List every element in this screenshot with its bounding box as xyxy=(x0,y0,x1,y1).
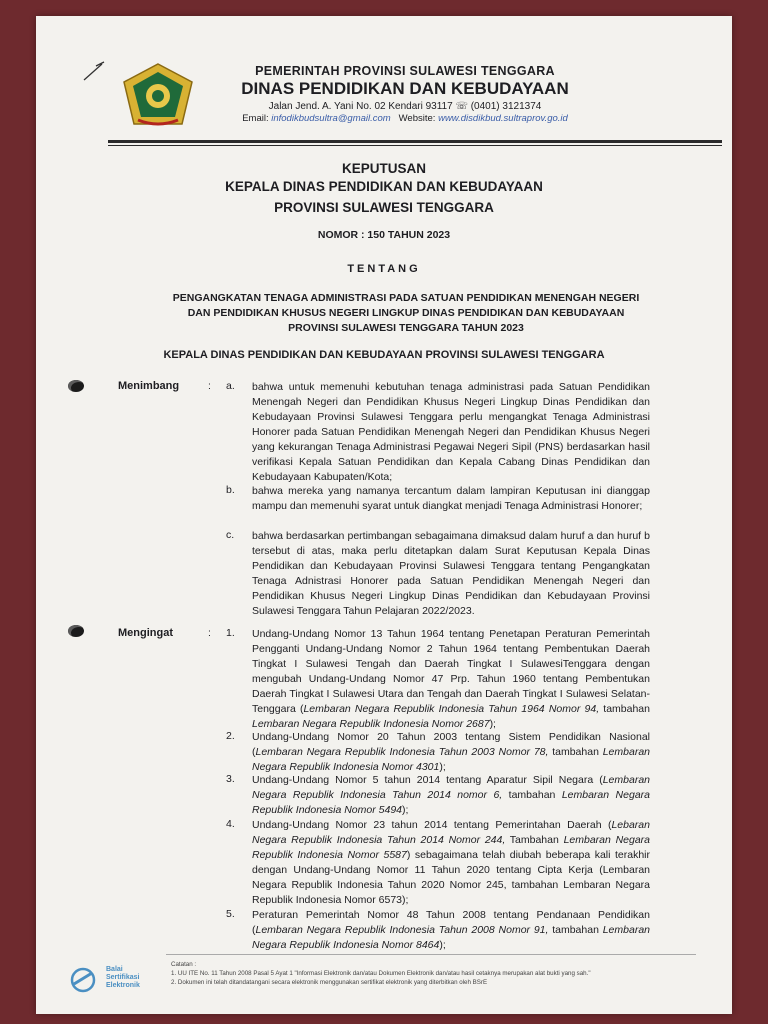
letterhead-rule-thick xyxy=(108,140,722,143)
mengingat-mark-4: 4. xyxy=(226,818,235,830)
letterhead-rule-thin xyxy=(108,145,722,146)
contact-line xyxy=(200,113,610,124)
menimbang-item-c: bahwa berdasarkan pertimbangan sebagaimana dimaksud dalam huruf a dan huruf b tersebut di atas, maka perlu ditetapkan dalam Surat Keputusan Kepala Dinas Pendidikan dan Kebudayaan Provinsi Sulawesi Tenggara tentang Pengangkatan Tenaga Adnistrasi Honorer pada Satuan Pendidikan Menengah Negeri dan Pendidikan Khusus Negeri Lingkup Dinas Pendidikan dan Kebudayaan Provinsi Sulawesi Tenggara Tahun Pelajaran 2022/2023. xyxy=(252,530,650,617)
mengingat-item-4: Undang-Undang Nomor 23 tahun 2014 tentang Pemerintahan Daerah (Lebaran Negara Republik Indonesia Tahun 2014 Nomor 244, Tambahan Lembaran Negara Republik Indonesia Nomor 5587) sebagaimana telah diubah beberapa kali terakhir dengan Undang-Undang Nomor 11 Tahun 2020 tentang Cipta Kerja (Lembaran Negara Republik Indonesia Tahun 2020 Nomor 245, tambahan Lembaran Negara Republik Indonesia Nomor 6573); xyxy=(252,819,651,906)
decree-issuer-title: KEPALA DINAS PENDIDIKAN DAN KEBUDAYAAN xyxy=(225,179,543,194)
mengingat-item-2: Undang-Undang Nomor 20 Tahun 2003 tentang Sistem Pendidikan Nasional (Lembaran Negara Republik Indonesia Tahun 2003 Nomor 78, tambahan Lembaran Negara Republik Indonesia Nomor 4301); xyxy=(252,731,650,773)
bsre-badge-text: Balai Sertifikasi Elektronik xyxy=(106,966,140,989)
letterhead xyxy=(200,64,610,124)
menimbang-mark-c: c. xyxy=(226,529,235,541)
mengingat-item-3: Undang-Undang Nomor 5 tahun 2014 tentang Aparatur Sipil Negara (Lembaran Negara Republik Indonesia Tahun 2014 nomor 6, tambahan Lembaran Negara Republik Indonesia Nomor 5494); xyxy=(252,774,650,816)
pen-mark-icon xyxy=(82,60,106,82)
agency-name: DINAS PENDIDIKAN DAN KEBUDAYAAN xyxy=(241,79,569,98)
website-link[interactable]: www.disdikbud.sultraprov.go.id xyxy=(438,113,568,124)
menimbang-mark-a: a. xyxy=(226,380,235,392)
agency-address: Jalan Jend. A. Yani No. 02 Kendari 93117 ☏ (0401) 3121374 xyxy=(268,101,542,112)
subject-line-3: PROVINSI SULAWESI TENGGARA TAHUN 2023 xyxy=(288,322,524,334)
mengingat-colon: : xyxy=(208,627,211,639)
decree-province-title: PROVINSI SULAWESI TENGGARA xyxy=(274,200,494,215)
mengingat-item-1: Undang-Undang Nomor 13 Tahun 1964 tentang Penetapan Peraturan Pemerintah Pengganti Undang-Undang Nomor 2 Tahun 1964 tentang Pembentukan Daerah Tingkat I Sulawesi Tengah dan Daerah Tingkat I SulawesiTenggara dengan mengubah Undang-Undang Nomor 47 Prp. Tahun 1960 tentang Pembentukan Daerah Tingkat I Sulawesi Utara dan Tengah dan Daerah Tingkat I Sulawesi Selatan-Tenggara (Lembaran Negara Republik Indonesia Tahun 1964 Nomor 94, tambahan Lembaran Negara Republik Indonesia Nomor 2687); xyxy=(252,628,650,730)
mengingat-mark-5: 5. xyxy=(226,908,235,920)
mengingat-item-5: Peraturan Pemerintah Nomor 48 Tahun 2008 tentang Pendanaan Pendidikan (Lembaran Negara Republik Indonesia Tahun 2008 Nomor 91, tambahan Lembaran Negara Republik Indonesia Nomor 8464); xyxy=(252,909,650,951)
notes-title: Catatan : xyxy=(171,961,197,968)
email-link[interactable]: infodikbudsultra@gmail.com xyxy=(271,113,391,124)
menimbang-mark-b: b. xyxy=(226,484,235,496)
subject-line-2: DAN PENDIDIKAN KHUSUS NEGERI LINGKUP DINAS PENDIDIKAN DAN KEBUDAYAAN xyxy=(187,307,625,319)
mengingat-label: Mengingat xyxy=(118,627,173,639)
decree-number: NOMOR : 150 TAHUN 2023 xyxy=(317,229,451,241)
menimbang-item-b: bahwa mereka yang namanya tercantum dalam lampiran Keputusan ini dianggap mampu dan memenuhi syarat untuk diangkat menjadi Tenaga Administrasi Honorer; xyxy=(252,485,650,512)
subject-line-1: PENGANGKATAN TENAGA ADMINISTRASI PADA SATUAN PENDIDIKAN MENENGAH NEGERI xyxy=(172,292,640,304)
note-1: 1. UU ITE No. 11 Tahun 2008 Pasal 5 Ayat 1 "Informasi Elektronik dan/atau Dokumen Elektronik dan/atau hasil cetaknya merupakan alat bukti yang sah." xyxy=(171,970,591,977)
menimbang-item-a: bahwa untuk memenuhi kebutuhan tenaga administrasi pada Satuan Pendidikan Menengah Negeri dan Pendidikan Khusus Negeri Lingkup Dinas Pendidikan dan Kebudayaan Provinsi Sulawesi Tenggara perlu mengangkat Tenaga Administrasi Honorer pada Satuan Pendidikan Menengah Negeri dan Pendidikan Khusus Negeri yang kekurangan Tenaga Administrasi Pegawai Negeri Sipil (PNS) berdasarkan hasil verifikasi Kepala Satuan Pendidikan dan Kepala Cabang Dinas Pendidikan dan Kebudayaan Kabupaten/Kota; xyxy=(252,381,650,483)
decree-about: TENTANG xyxy=(347,263,421,275)
government-name: PEMERINTAH PROVINSI SULAWESI TENGGARA xyxy=(255,64,555,78)
document-page xyxy=(36,16,732,1014)
bullet-icon xyxy=(68,625,84,637)
footer-divider xyxy=(166,954,696,955)
mengingat-mark-1: 1. xyxy=(226,627,235,639)
decree-title: KEPUTUSAN xyxy=(341,161,426,176)
mengingat-mark-3: 3. xyxy=(226,773,235,785)
footer-notes xyxy=(171,960,731,987)
menimbang-label: Menimbang xyxy=(118,380,180,392)
issuer-heading: KEPALA DINAS PENDIDIKAN DAN KEBUDAYAAN PROVINSI SULAWESI TENGGARA xyxy=(163,349,605,361)
menimbang-colon: : xyxy=(208,380,211,392)
province-logo-icon xyxy=(120,62,196,128)
mengingat-mark-2: 2. xyxy=(226,730,235,742)
email-label: Email: xyxy=(242,113,269,124)
decree-subject xyxy=(116,291,696,336)
bullet-icon xyxy=(68,380,84,392)
note-2: 2. Dokumen ini telah ditandatangani secara elektronik menggunakan sertifikat elektronik yang diterbitkan oleh BSrE xyxy=(171,979,488,986)
website-label: Website: xyxy=(398,113,436,124)
